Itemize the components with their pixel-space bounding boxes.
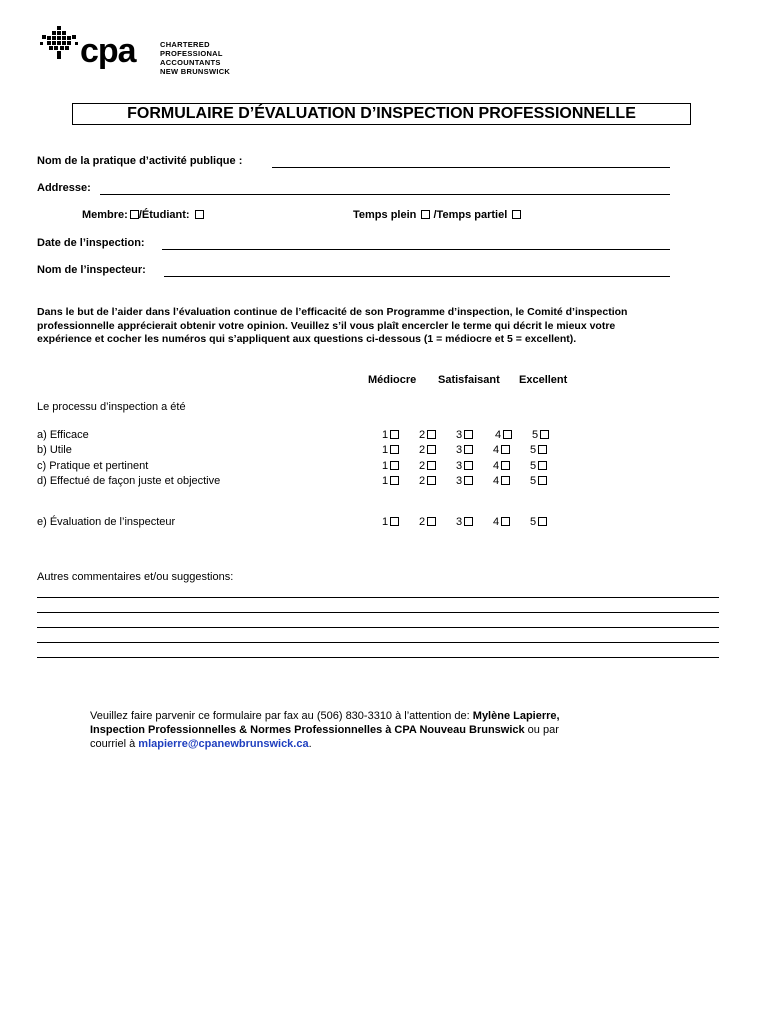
- rating-row-c: 1 2 3 4 5: [382, 460, 562, 474]
- rating-c-2-checkbox[interactable]: [427, 461, 436, 470]
- rating-d-1-checkbox[interactable]: [390, 476, 399, 485]
- scale-label-satisfaisant[interactable]: Satisfaisant: [438, 374, 500, 386]
- rating-b-2-checkbox[interactable]: [427, 445, 436, 454]
- scale-label-excellent[interactable]: Excellent: [519, 374, 568, 386]
- comments-line-3[interactable]: [37, 627, 719, 628]
- inspector-name-label: Nom de l’inspecteur:: [37, 264, 146, 276]
- rating-a-1-checkbox[interactable]: [390, 430, 399, 439]
- member-label: Membre:: [82, 209, 128, 221]
- process-heading: Le processu d’inspection a été: [37, 401, 186, 413]
- rating-c-1-checkbox[interactable]: [390, 461, 399, 470]
- practice-name-field[interactable]: [272, 167, 670, 168]
- address-label: Addresse:: [37, 182, 91, 194]
- question-e: e) Évaluation de l’inspecteur: [37, 516, 176, 528]
- rating-e-4-checkbox[interactable]: [501, 517, 510, 526]
- full-time-label: Temps plein: [353, 209, 417, 221]
- student-label: /Étudiant:: [138, 209, 190, 221]
- rating-b-1-checkbox[interactable]: [390, 445, 399, 454]
- full-time-checkbox[interactable]: [421, 210, 430, 219]
- intro-paragraph: Dans le but de l’aider dans l’évaluation continue de l’efficacité de son Programme d’inspection, le Comité d’inspection professionnelle apprécierait obtenir votre opinion. Veuillez s’il vous plaît encercler le terme qui décrit le mieux votre expérience et cocher les numéros qui s’appliquent aux questions ci-dessous (1 = médiocre et 5 = excellent).: [37, 306, 628, 345]
- part-time-label: /Temps partiel: [433, 209, 508, 221]
- logo-wordmark: cpa: [80, 32, 136, 70]
- rating-a-3-checkbox[interactable]: [464, 430, 473, 439]
- question-c: c) Pratique et pertinent: [37, 460, 149, 472]
- email-link[interactable]: mlapierre@cpanewbrunswick.ca: [138, 738, 309, 750]
- inspection-date-label: Date de l’inspection:: [37, 237, 145, 249]
- comments-line-2[interactable]: [37, 612, 719, 613]
- member-status-row: [82, 209, 204, 221]
- rating-b-3-checkbox[interactable]: [464, 445, 473, 454]
- rating-d-4-checkbox[interactable]: [501, 476, 510, 485]
- scale-label-mediocre[interactable]: Médiocre: [368, 374, 417, 386]
- question-d: d) Effectué de façon juste et objective: [37, 475, 221, 487]
- comments-line-5[interactable]: [37, 657, 719, 658]
- rating-b-5-checkbox[interactable]: [538, 445, 547, 454]
- rating-b-4-checkbox[interactable]: [501, 445, 510, 454]
- comments-line-1[interactable]: [37, 597, 719, 598]
- logo-subtitle: CHARTERED PROFESSIONAL ACCOUNTANTS NEW BRUNSWICK: [160, 40, 231, 76]
- part-time-checkbox[interactable]: [512, 210, 521, 219]
- member-checkbox[interactable]: [130, 210, 139, 219]
- rating-d-3-checkbox[interactable]: [464, 476, 473, 485]
- rating-d-5-checkbox[interactable]: [538, 476, 547, 485]
- rating-c-5-checkbox[interactable]: [538, 461, 547, 470]
- rating-row-d: 1 2 3 4 5: [382, 475, 562, 489]
- rating-e-5-checkbox[interactable]: [538, 517, 547, 526]
- rating-e-1-checkbox[interactable]: [390, 517, 399, 526]
- question-b: b) Utile: [37, 444, 72, 456]
- inspector-name-field[interactable]: [164, 276, 670, 277]
- rating-c-4-checkbox[interactable]: [501, 461, 510, 470]
- rating-d-2-checkbox[interactable]: [427, 476, 436, 485]
- rating-row-b: 1 2 3 4 5: [382, 444, 562, 458]
- student-checkbox[interactable]: [195, 210, 204, 219]
- rating-a-4-checkbox[interactable]: [503, 430, 512, 439]
- rating-e-3-checkbox[interactable]: [464, 517, 473, 526]
- employment-status-row: [353, 209, 521, 221]
- comments-line-4[interactable]: [37, 642, 719, 643]
- practice-name-label: Nom de la pratique d’activité publique :: [37, 155, 243, 167]
- rating-a-2-checkbox[interactable]: [427, 430, 436, 439]
- rating-a-5-checkbox[interactable]: [540, 430, 549, 439]
- rating-row-e: 1 2 3 4 5: [382, 516, 562, 530]
- inspection-date-field[interactable]: [162, 249, 670, 250]
- question-a: a) Efficace: [37, 429, 89, 441]
- footer-instructions: Veuillez faire parvenir ce formulaire par fax au (506) 830-3310 à l’attention de: Mylène Lapierre, Inspection Professionnelles & Normes Professionnelles à CPA Nouveau Brunswick ou par courriel à mlapierre@cpanewbrunswick.ca.: [90, 710, 560, 750]
- rating-c-3-checkbox[interactable]: [464, 461, 473, 470]
- comments-label: Autres commentaires et/ou suggestions:: [37, 571, 234, 583]
- rating-e-2-checkbox[interactable]: [427, 517, 436, 526]
- address-field[interactable]: [100, 194, 670, 195]
- rating-row-a: 1 2 3 4 5: [382, 429, 562, 443]
- maple-leaf-logo-icon: [40, 26, 78, 60]
- form-title: FORMULAIRE D’ÉVALUATION D’INSPECTION PROFESSIONNELLE: [72, 103, 691, 125]
